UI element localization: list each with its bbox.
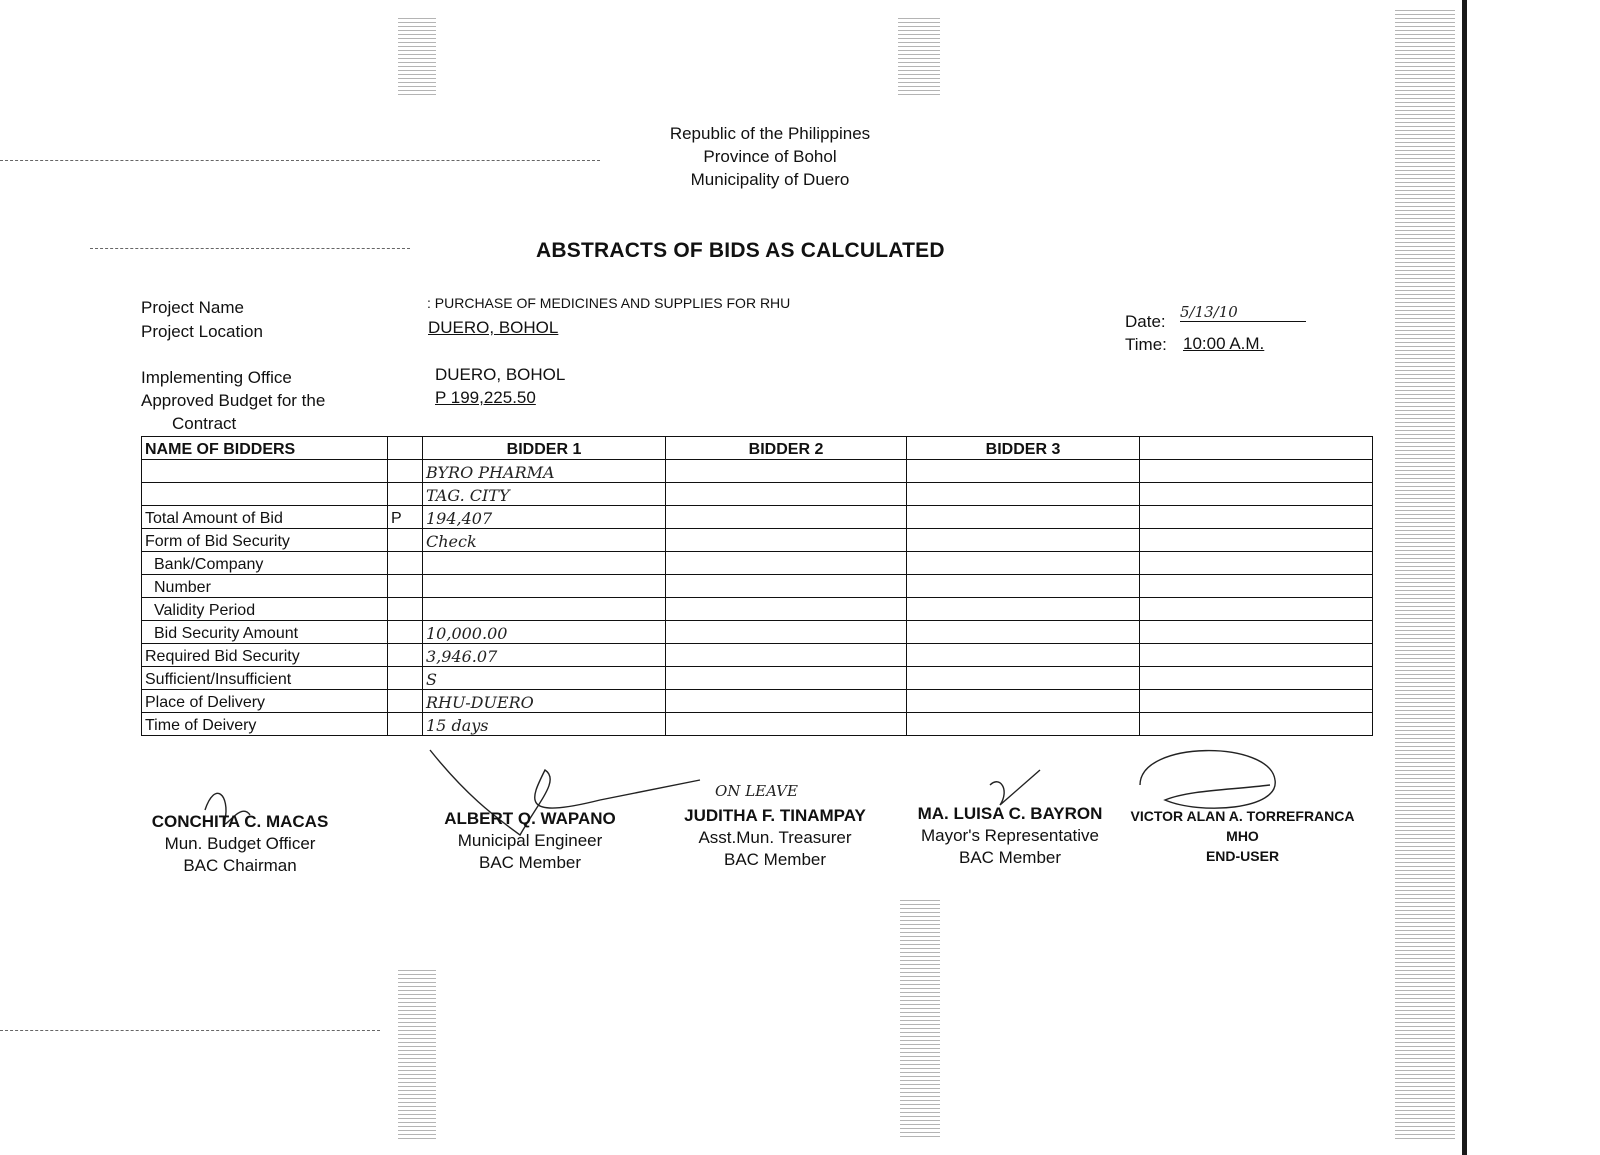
row-label: Bid Security Amount — [142, 621, 388, 644]
bidder1-value: 3,946.07 — [423, 644, 666, 667]
row-label: Place of Delivery — [142, 690, 388, 713]
implementing-office-label: Implementing Office — [141, 368, 292, 387]
signatory-engineer — [410, 808, 650, 874]
table-row — [142, 552, 1373, 575]
bidder1-value: 194,407 — [423, 506, 666, 529]
scan-dash-line — [0, 1030, 380, 1031]
signatory-name: ALBERT Q. WAPANO — [444, 809, 616, 828]
scan-noise — [398, 18, 436, 98]
row-currency: P — [388, 506, 423, 529]
approved-budget-label: Approved Budget for the — [141, 391, 326, 410]
scan-noise — [900, 900, 940, 1140]
header-country: Republic of the Philippines — [669, 124, 871, 143]
bidder1-value: S — [423, 667, 666, 690]
signatory-name: MA. LUISA C. BAYRON — [917, 804, 1103, 823]
bidder1-address: TAG. CITY — [423, 483, 666, 506]
scan-noise — [398, 970, 436, 1140]
project-location-value: DUERO, BOHOL — [428, 318, 559, 337]
bidder1-value — [423, 575, 666, 598]
header-currency — [388, 437, 423, 460]
project-location-label: Project Location — [141, 322, 263, 341]
signatory-role: Mayor's Representative — [920, 826, 1100, 845]
signatory-role: BAC Member — [478, 853, 582, 872]
time-value: 10:00 A.M. — [1183, 334, 1265, 353]
bidder1-value: RHU-DUERO — [423, 690, 666, 713]
table-row — [142, 690, 1373, 713]
scan-dash-line — [90, 248, 410, 249]
table-row — [142, 529, 1373, 552]
signatory-role: BAC Member — [958, 848, 1062, 867]
bidder1-value: Check — [423, 529, 666, 552]
signatory-role: BAC Chairman — [183, 856, 297, 875]
table-row — [142, 598, 1373, 621]
header-bidder-1: BIDDER 1 — [423, 437, 666, 460]
scan-edge-bar — [1462, 0, 1467, 1155]
row-label: Required Bid Security — [142, 644, 388, 667]
header-municipality: Municipality of Duero — [690, 170, 850, 189]
header-bidder-3: BIDDER 3 — [907, 437, 1140, 460]
time-label: Time: — [1125, 335, 1167, 354]
signatory-treasurer — [660, 805, 890, 871]
header-extra — [1140, 437, 1373, 460]
signatory-mayor-rep — [900, 803, 1120, 869]
bidder1-value: 10,000.00 — [423, 621, 666, 644]
project-name-value: : PURCHASE OF MEDICINES AND SUPPLIES FOR RHU — [427, 295, 791, 311]
on-leave-note: ON LEAVE — [715, 782, 798, 800]
signatory-mho — [1125, 806, 1360, 866]
date-value: 5/13/10 — [1180, 303, 1306, 322]
table-row — [142, 575, 1373, 598]
row-label: Number — [142, 575, 388, 598]
header-province: Province of Bohol — [703, 147, 837, 166]
project-name-label: Project Name — [141, 298, 244, 317]
approved-budget-value: P 199,225.50 — [435, 388, 536, 407]
table-row — [142, 713, 1373, 736]
signatory-role: END-USER — [1205, 848, 1280, 864]
row-label: Bank/Company — [142, 552, 388, 575]
row-label: Time of Deivery — [142, 713, 388, 736]
row-label: Sufficient/Insufficient — [142, 667, 388, 690]
header-bidder-2: BIDDER 2 — [666, 437, 907, 460]
signatory-budget-officer — [120, 811, 360, 877]
signatory-role: Mun. Budget Officer — [164, 834, 316, 853]
signatory-name: VICTOR ALAN A. TORREFRANCA — [1130, 808, 1355, 824]
table-header-row — [142, 437, 1373, 460]
scan-noise — [1395, 10, 1455, 1140]
signatory-role: Asst.Mun. Treasurer — [698, 828, 852, 847]
bids-table — [141, 436, 1373, 736]
implementing-office-value: DUERO, BOHOL — [435, 365, 566, 384]
row-label: Form of Bid Security — [142, 529, 388, 552]
row-label: Validity Period — [142, 598, 388, 621]
table-row — [142, 621, 1373, 644]
signatory-role: BAC Member — [723, 850, 827, 869]
table-row — [142, 667, 1373, 690]
signatory-name: CONCHITA C. MACAS — [151, 812, 329, 831]
scan-dash-line — [0, 160, 600, 161]
table-row — [142, 644, 1373, 667]
table-row — [142, 506, 1373, 529]
row-label: Total Amount of Bid — [142, 506, 388, 529]
bidder1-value — [423, 598, 666, 621]
bidder1-name: BYRO PHARMA — [423, 460, 666, 483]
scan-noise — [898, 18, 940, 98]
bidder1-value: 15 days — [423, 713, 666, 736]
table-row — [142, 460, 1373, 483]
table-row — [142, 483, 1373, 506]
date-label: Date: — [1125, 312, 1166, 331]
signatory-role: Municipal Engineer — [457, 831, 603, 850]
bidder1-value — [423, 552, 666, 575]
header-name-of-bidders: NAME OF BIDDERS — [142, 437, 388, 460]
signatory-name: JUDITHA F. TINAMPAY — [684, 806, 866, 825]
signatory-role: MHO — [1226, 828, 1259, 844]
approved-budget-label-2: Contract — [172, 414, 237, 433]
page-title: ABSTRACTS OF BIDS AS CALCULATED — [536, 239, 945, 262]
